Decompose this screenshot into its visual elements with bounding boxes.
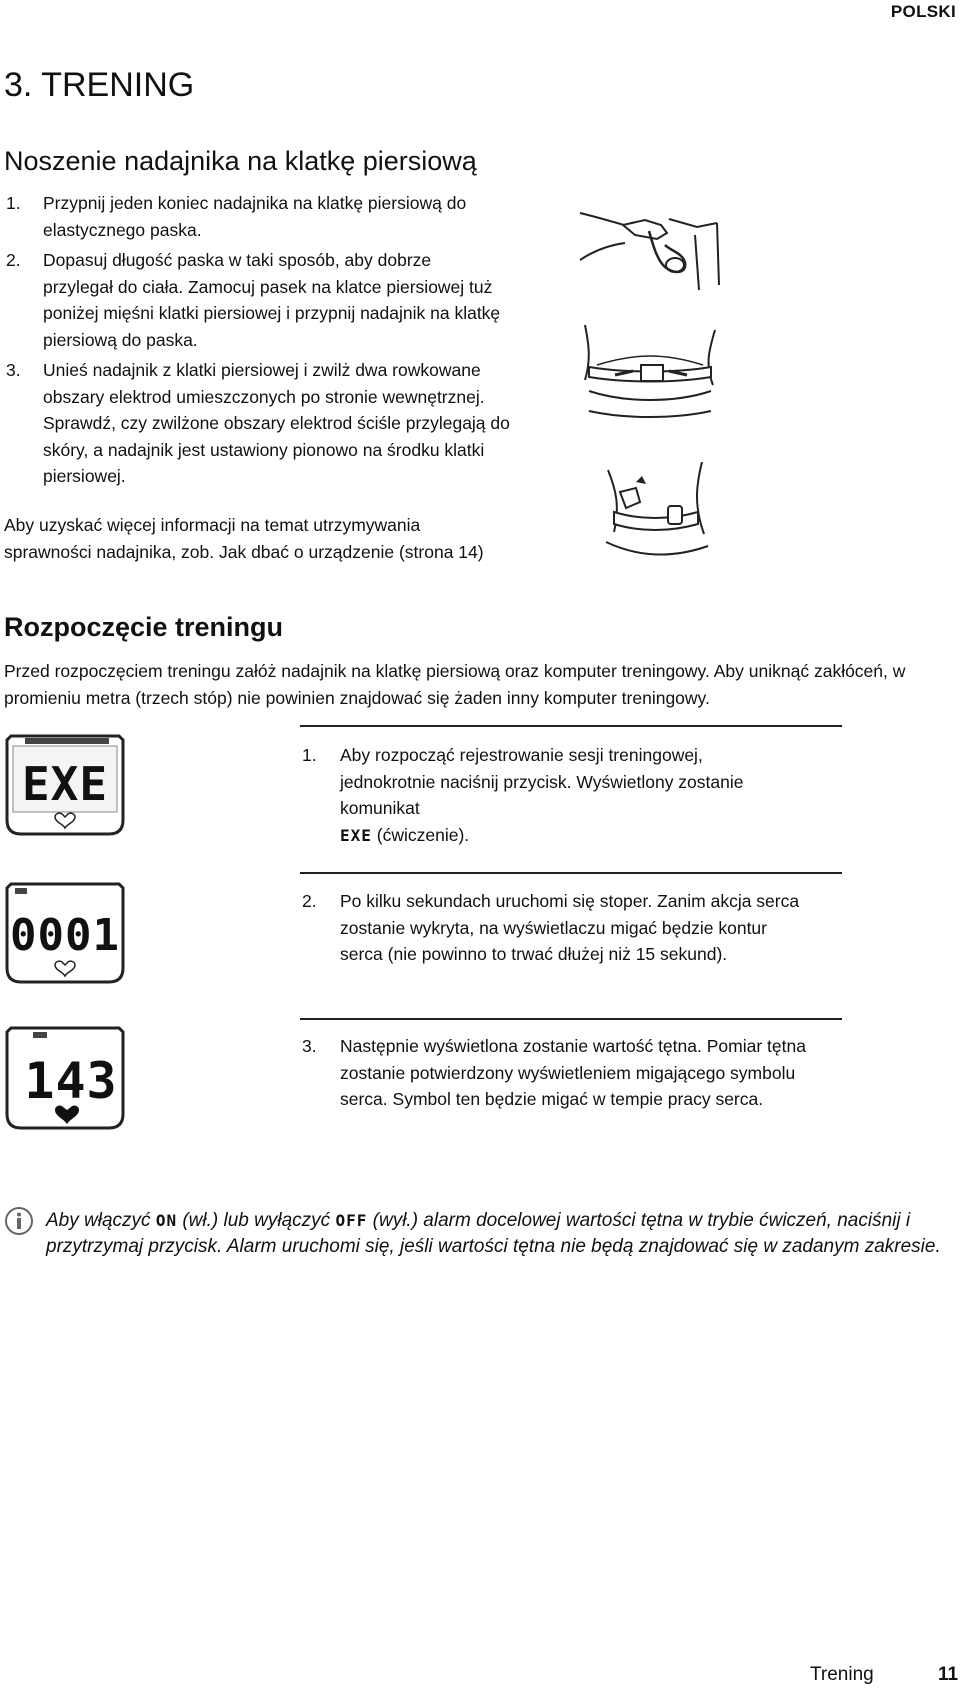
list-item: 3. Unieś nadajnik z klatki piersiowej i zwilż dwa rowkowane obszary elektrod umieszczonych po stronie wewnętrznej. Sprawdź, czy zwilżone obszary elektrod ściśle przylegają do skóry, a nadajnik jest ustawiony pionowo na środku klatki piersiowej. [6, 360, 510, 486]
watch-display-stopwatch [5, 878, 125, 988]
start-training-intro: Przed rozpoczęciem treningu załóż nadajnik na klatkę piersiową oraz komputer treningowy. Aby uniknąć zakłóceń, w promieniu metra (trzech stóp) nie powinien znajdować się żaden inny komputer treningowy. [4, 661, 906, 708]
watch-display-exe [5, 730, 125, 840]
watch-display-heart-rate [5, 1022, 125, 1134]
display-text: 143 [24, 1052, 118, 1110]
list-item: 1. Przypnij jeden koniec nadajnika na klatkę piersiową do elastycznego paska. [6, 193, 467, 240]
display-text: 0001 [10, 910, 120, 961]
maintenance-reference: Aby uzyskać więcej informacji na temat utrzymywania sprawności nadajnika, zob. Jak dbać o urządzenie (strona 14) [4, 515, 484, 562]
section-title-start-training: Rozpoczęcie treningu [4, 612, 284, 642]
alarm-note: Aby włączyć ON (wł.) lub wyłączyć OFF (wył.) alarm docelowej wartości tętna w trybie ćwiczeń, naciśnij i przytrzymaj przycisk. Alarm uruchomi się, jeśli wartości tętna nie będą znajdować się w zadanym zakresie. [46, 1210, 941, 1257]
footer-section-name: Trening [810, 1664, 874, 1685]
display-text: EXE [21, 757, 109, 811]
divider [300, 1018, 842, 1020]
chest-fit-illustration [600, 462, 710, 567]
start-step-2: 2. Po kilku sekundach uruchomi się stoper. Zanim akcja serca zostanie wykryta, na wyświetlaczu migać będzie kontur serca (nie powinno to trwać dłużej niż 15 sekund). [302, 891, 800, 964]
exe-code: EXE [340, 825, 372, 845]
off-code: OFF [335, 1211, 368, 1230]
info-icon [4, 1206, 34, 1236]
start-step-3: 3. Następnie wyświetlona zostanie wartość tętna. Pomiar tętna zostanie potwierdzony wyświetleniem migającego symbolu serca. Symbol ten będzie migać w tempie pracy serca. [302, 1036, 806, 1109]
list-item: 2. Dopasuj długość paska w taki sposób, aby dobrze przylegał do ciała. Zamocuj pasek na klatce piersiowej tuż poniżej mięśni klatki piersiowej i przypnij nadajnik na klatkę piersiową do paska. [6, 250, 501, 350]
divider [300, 872, 842, 874]
chapter-title: 3. TRENING [4, 66, 195, 104]
page-number: 11 [938, 1664, 959, 1685]
transmitter-clip-illustration [575, 205, 725, 295]
section-title-wearing-transmitter: Noszenie nadajnika na klatkę piersiową [4, 146, 477, 176]
chest-strap-illustration [575, 325, 725, 420]
start-step-1: 1. Aby rozpocząć rejestrowanie sesji treningowej, jednokrotnie naciśnij przycisk. Wyświetlony zostanie komunikat EXE (ćwiczenie). [302, 745, 744, 845]
on-code: ON [155, 1211, 178, 1230]
divider [300, 725, 842, 727]
wearing-steps-list [6, 190, 510, 490]
language-label: POLSKI [890, 2, 956, 21]
